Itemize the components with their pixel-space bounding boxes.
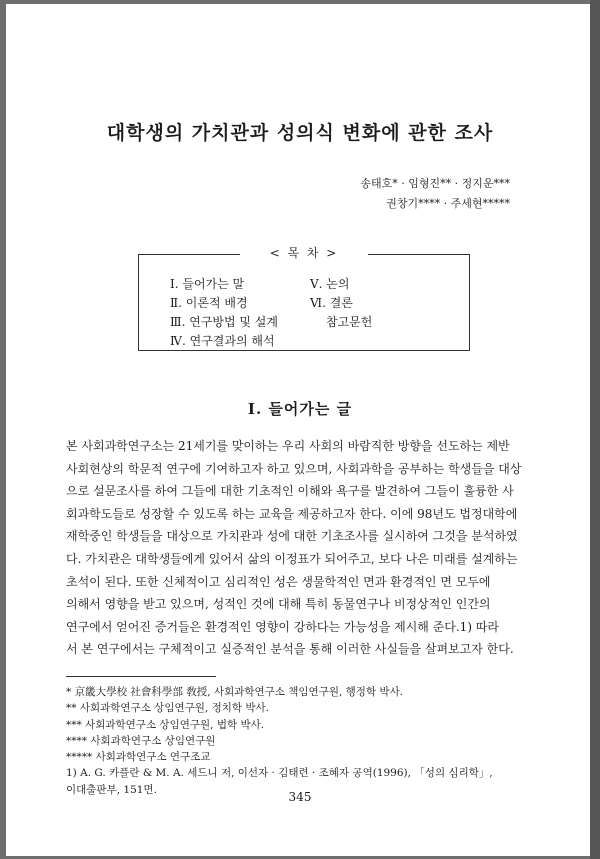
footnotes [66,684,536,798]
body-line: 서 본 연구에서는 구체적이고 실증적인 분석을 통해 이러한 사실들을 살펴보고자 한다. [66,642,514,657]
footnote: * 京畿大學校 社會科學部 敎授, 사회과학연구소 책임연구원, 행정학 박사. [66,686,404,698]
page-number: 345 [288,790,312,804]
toc-item: 참고문헌 [326,315,373,329]
section-heading: Ⅰ. 들어가는 글 [247,400,353,418]
toc-item: Ⅳ. 연구결과의 해석 [170,334,275,348]
body-line: 본 사회과학연구소는 21세기를 맞이하는 우리 사회의 바람직한 방향을 선도하는 제반 [66,439,510,453]
body-line: 재학중인 학생들을 대상으로 가치관과 성에 대한 기초조사를 실시하여 그것을 분석하였 [66,529,518,544]
toc-item: Ⅲ. 연구방법 및 설계 [170,315,278,329]
body-line: 회과학도들로 성장할 수 있도록 하는 교육을 제공하고자 한다. 이에 98년도 법정대학에 [66,506,518,521]
toc-right-column [310,275,372,332]
footnote: ***** 사회과학연구소 연구조교 [66,751,211,764]
footnote: ** 사회과학연구소 상임연구원, 정치학 박사. [66,702,269,715]
footnote: 1) A. G. 카플란 & M. A. 세드니 저, 이선자 · 김태련 · 조혜자 공역(1996), 「성의 심리학」, [66,767,493,780]
toc-heading: < 목 차 > [240,244,368,261]
body-paragraph [66,435,528,661]
paper-title: 대학생의 가치관과 성의식 변화에 관한 조사 [106,122,494,144]
toc-item: Ⅴ. 논의 [310,277,350,291]
body-line: 연구에서 얻어진 증거들은 환경적인 영향이 강하다는 가능성을 제시해 준다.1) 따라 [66,619,499,634]
body-line: 사회현상의 학문적 연구에 기여하고자 하고 있으며, 사회과학을 공부하는 학생들을 대상 [66,461,522,476]
toc-left-column [170,275,278,351]
toc-item: Ⅵ. 결론 [310,296,353,310]
body-line: 으로 설문조사를 하여 그들에 대한 기초적인 이해와 욕구를 발견하여 그들이 훌륭한 사 [66,484,514,499]
footnote: **** 사회과학연구소 상임연구원 [66,734,216,747]
toc-item: Ⅰ. 들어가는 말 [170,277,245,291]
toc-item: Ⅱ. 이론적 배경 [170,296,248,310]
author-list [360,174,510,214]
body-line: 다. 가치관은 대학생들에게 있어서 삶의 이정표가 되어주고, 보다 나은 미래를 설계하는 [66,551,518,566]
footnote: *** 사회과학연구소 상임연구원, 법학 박사. [66,718,265,731]
author-line-1: 송태호* · 임형진** · 정지운*** [360,177,510,190]
author-line-2: 권창기**** · 주세현***** [386,197,510,210]
body-line: 의해서 영향을 받고 있으며, 성적인 것에 대해 특히 동물연구나 비정상적인 인간의 [66,597,491,612]
body-line: 초석이 된다. 또한 신체적이고 심리적인 성은 생물학적인 면과 환경적인 면 모두에 [66,574,491,589]
footnote-divider [66,676,216,677]
footnote: 이대출판부, 151면. [66,783,157,796]
